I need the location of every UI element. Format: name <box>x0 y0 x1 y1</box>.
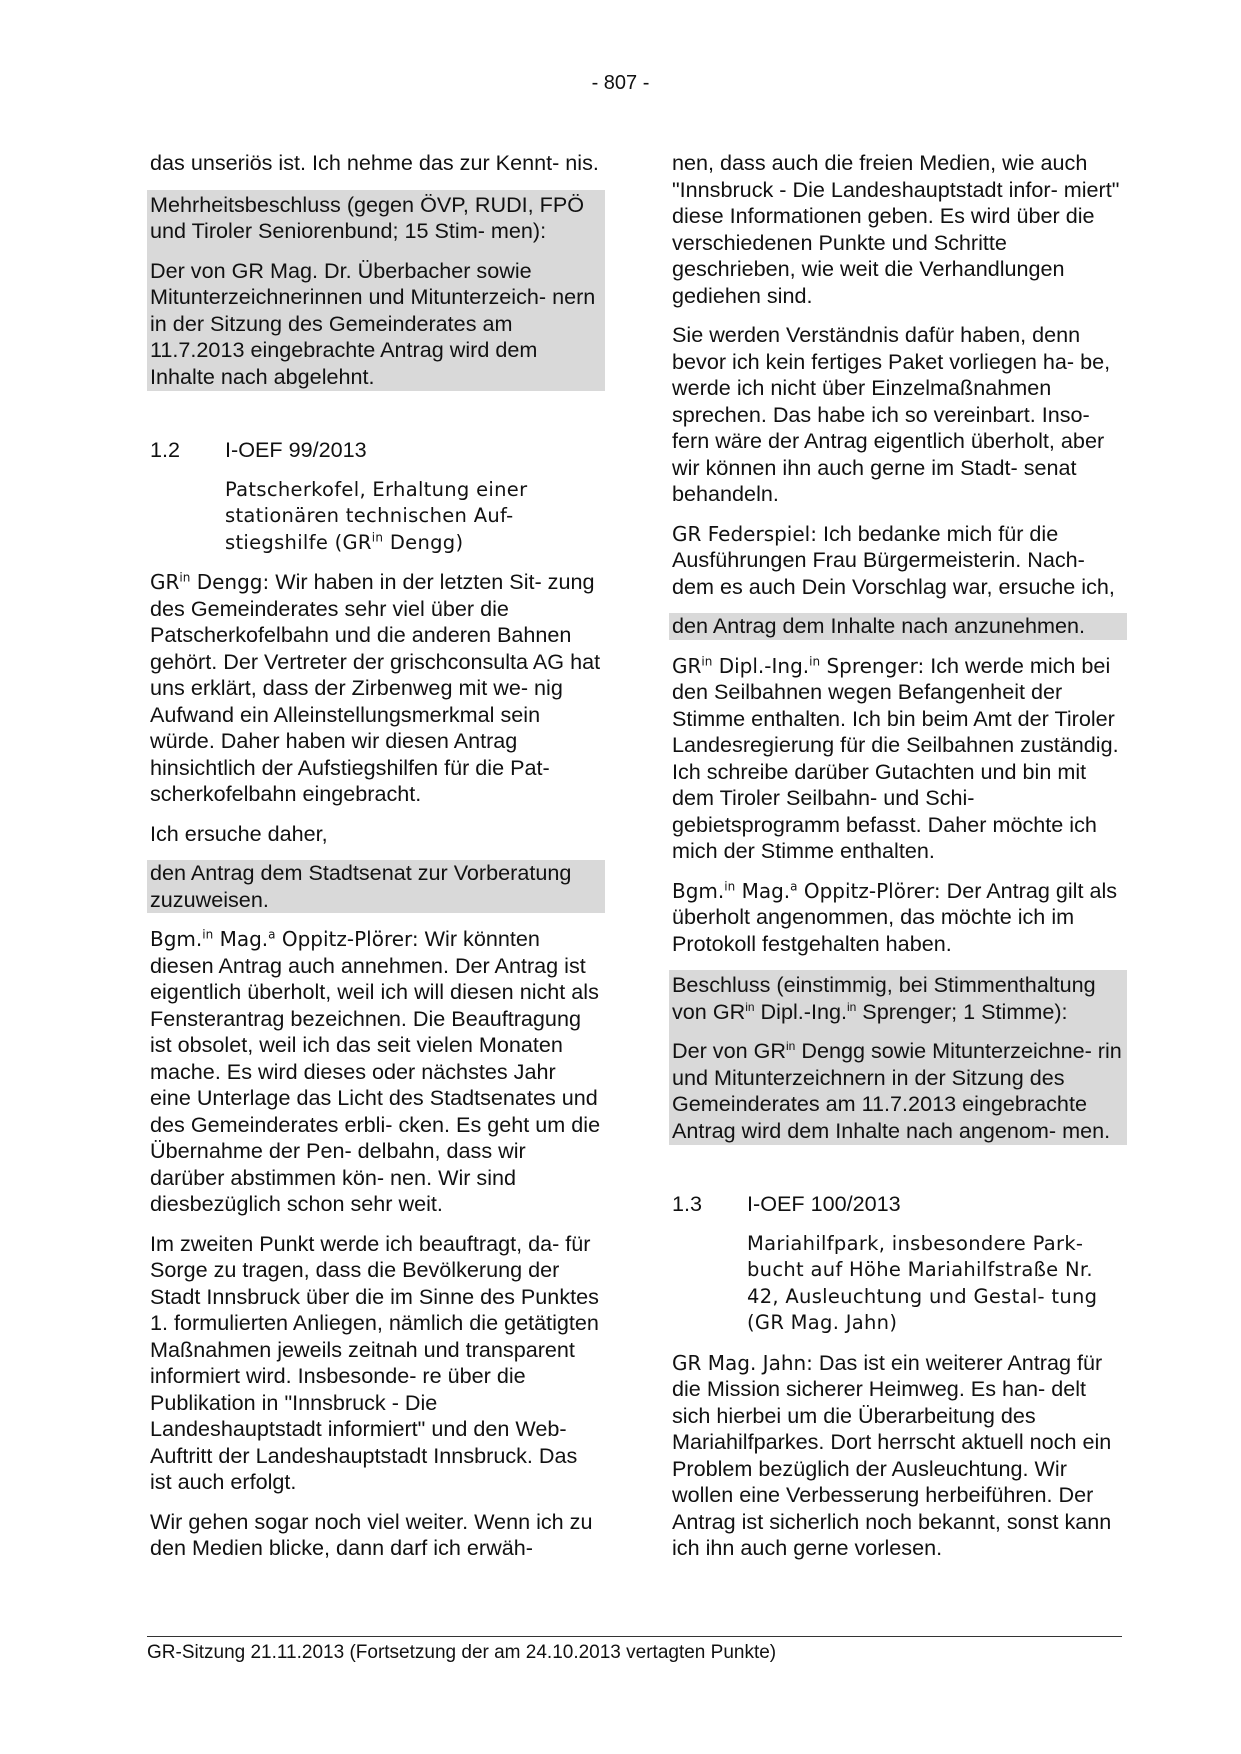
footer-divider <box>147 1636 1122 1637</box>
paragraph-continued: nen, dass auch die freien Medien, wie auch "Innsbruck - Die Landeshauptstadt infor- miert" diese Informationen geben. Es wird über die verschiedenen Punkte und Schritte geschrieben, wie weit die Verhandlungen gediehen sind. <box>672 150 1120 308</box>
paragraph-zweiter-punkt: Im zweiten Punkt werde ich beauftragt, da- für Sorge zu tragen, dass die Bevölkerung der Stadt Innsbruck über die im Sinne des Punktes 1. formulierten Anliegen, nämlich die getätigten Maßnahmen jeweils zeitnah und transparent informiert wird. Insbesonde- re über die Publikation in "Innsbruck - Die Landeshauptstadt informiert" und den Web- Auftritt der Landeshauptstadt Innsbruck. Das ist auch erfolgt. <box>150 1230 599 1494</box>
page-number: - 807 - <box>591 72 650 94</box>
paragraph-ersuche: Ich ersuche daher, <box>150 820 328 846</box>
section-number: 1.3 <box>672 1191 703 1216</box>
speaker-name: GR Mag. Jahn: <box>672 1350 813 1375</box>
speech-jahn: GR Mag. Jahn: Das ist ein weiterer Antrag für die Mission sicherer Heimweg. Es han- delt sich hierbei um die Überarbeitung des Mariahilfparkes. Dort herrscht aktuell noch ein Problem bezüglich der Ausleuchtung. Wir wollen eine Verbesserung herbeiführen. Der Antrag ist sicherlich noch bekannt, sonst kann ich ihn auch gerne vorlesen. <box>672 1349 1112 1560</box>
section-code: I-OEF 99/2013 <box>225 437 367 462</box>
paragraph-medien: Wir gehen sogar noch viel weiter. Wenn ich zu den Medien blicke, dann darf ich erwäh- <box>150 1508 593 1560</box>
motion-highlight: den Antrag dem Stadtsenat zur Vorberatung zuzuweisen. <box>147 860 605 913</box>
decision-heading: Beschluss (einstimmig, bei Stimmenthaltung von $GR^{in}$ Dipl.-Ing.$^{in}$ Sprenger; 1 Stimme): <box>672 972 1096 1024</box>
right-column <box>669 150 1127 1575</box>
motion-highlight: den Antrag dem Inhalte nach anzunehmen. <box>669 613 1127 640</box>
left-column <box>147 150 605 1575</box>
section-number: 1.2 <box>150 437 181 462</box>
speech-buergermeisterin: Bgm.$^{in}$ Mag.$^a$ Oppitz-Plörer: Wir könnten diesen Antrag auch annehmen. Der Antrag ist eigentlich überholt, weil ich will diesen nicht als Fensterantrag bezeichnen. Die Beauftragung ist obsolet, weil ich das seit vielen Monaten mache. Es wird dieses oder nächstes Jahr eine Unterlage das Licht des Stadtsenates und des Gemeinderates erbli- cken. Es geht um die Übernahme der Pen- delbahn, dass wir darüber abstimmen kön- nen. Wir sind diesbezüglich schon sehr weit. <box>150 926 601 1216</box>
speech-buergermeisterin-2: Bgm.$^{in}$ Mag.$^a$ Oppitz-Plörer: Der Antrag gilt als überholt angenommen, das möchte ich im Protokoll festgehalten haben. <box>672 877 1118 956</box>
decision-heading: Mehrheitsbeschluss (gegen ÖVP, RUDI, FPÖ und Tiroler Seniorenbund; 15 Stim- men): <box>150 191 585 243</box>
decision-block-2 <box>669 970 1127 1145</box>
speech-dengg: $GR^{in}$ Dengg: Wir haben in der letzten Sit- zung des Gemeinderates sehr viel über die Patscherkofelbahn und die anderen Bahnen gehört. Der Vertreter der grischconsulta AG hat uns erklärt, dass der Zirbenweg mit we- nig Aufwand ein Alleinstellungsmerkmal sein würde. Daher haben wir diesen Antrag hinsichtlich der Aufstiegshilfen für die Pat- scherkofelbahn eingebracht. <box>150 569 601 806</box>
section-code: I-OEF 100/2013 <box>747 1191 901 1216</box>
speaker-name: GR Federspiel: <box>672 521 817 546</box>
decision-text: Der von GR Mag. Dr. Überbacher sowie Mitunterzeichnerinnen und Mitunterzeich- nern in der Sitzung des Gemeinderates am 11.7.2013 eingebrachte Antrag wird dem Inhalte nach abgelehnt. <box>150 257 596 389</box>
section-heading-1-3 <box>669 1191 1127 1218</box>
section-title: Mariahilfpark, insbesondere Park- bucht auf Höhe Mariahilfstraße Nr. 42, Ausleuchtung und Gestal- tung (GR Mag. Jahn) <box>747 1231 1098 1334</box>
footer-text: GR-Sitzung 21.11.2013 (Fortsetzung der am 24.10.2013 vertagten Punkte) <box>147 1642 777 1663</box>
section-title: Patscherkofel, Erhaltung einer stationären technischen Auf- stiegshilfe ($GR^{in}$ Dengg) <box>225 477 528 554</box>
decision-text: Der von $GR^{in}$ Dengg sowie Mitunterzeichne- rin und Mitunterzeichnern in der Sitzung des Gemeinderates am 11.7.2013 eingebrachte Antrag wird dem Inhalte nach angenom- men. <box>672 1038 1122 1143</box>
speech-sprenger: $GR^{in}$ Dipl.-Ing.$^{in}$ Sprenger: Ich werde mich bei den Seilbahnen wegen Befangenheit der Stimme enthalten. Ich bin beim Amt der Tiroler Landesregierung für die Seilbahnen zuständig. Ich schreibe darüber Gutachten und bin mit dem Tiroler Seilbahn- und Schi- gebietsprogramm befasst. Daher möchte ich mich der Stimme enthalten. <box>672 652 1119 863</box>
decision-block-1 <box>147 190 605 392</box>
speaker-name: $GR^{in}$ Dengg: <box>150 570 270 594</box>
speaker-name: $GR^{in}$ Dipl.-Ing.$^{in}$ Sprenger: <box>672 653 925 678</box>
speaker-name: Bgm.$^{in}$ Mag.$^a$ Oppitz-Plörer: <box>672 878 941 903</box>
speech-federspiel: GR Federspiel: Ich bedanke mich für die Ausführungen Frau Bürgermeisterin. Nach- dem es auch Dein Vorschlag war, ersuche ich, <box>672 520 1115 599</box>
paragraph-intro: das unseriös ist. Ich nehme das zur Kennt- nis. <box>150 150 599 175</box>
section-heading-1-2 <box>147 437 605 464</box>
speaker-name: Bgm.$^{in}$ Mag.$^a$ Oppitz-Plörer: <box>150 927 419 951</box>
paragraph-verstaendnis: Sie werden Verständnis dafür haben, denn bevor ich kein fertiges Paket vorliegen ha- be, werde ich nicht über Einzelmaßnahmen sprechen. Das habe ich so vereinbart. Inso- fern wäre der Antrag eigentlich überholt, aber wir können ihn auch gerne im Stadt- senat behandeln. <box>672 322 1111 506</box>
